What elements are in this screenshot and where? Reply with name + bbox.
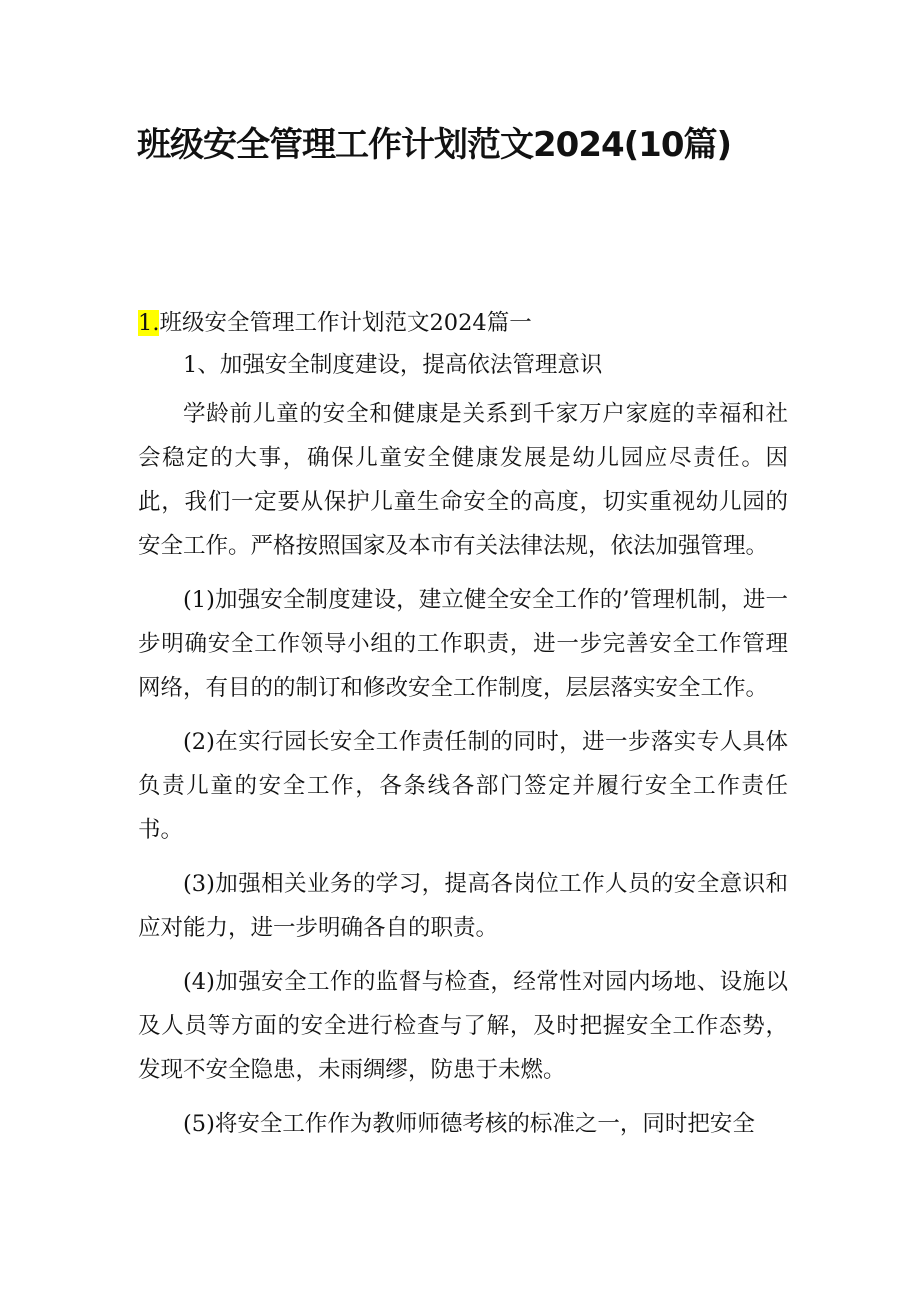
paragraph: (1)加强安全制度建设，建立健全安全工作的’管理机制，进一步明确安全工作领导小组的工作职责，进一步完善安全工作管理网络，有目的的制订和修改安全工作制度，层层落实安全工作。 <box>138 587 788 701</box>
paragraph: (3)加强相关业务的学习，提高各岗位工作人员的安全意识和应对能力，进一步明确各自的职责。 <box>138 871 788 941</box>
section-heading <box>138 306 788 340</box>
paragraph: 学龄前儿童的安全和健康是关系到千家万户家庭的幸福和社会稳定的大事，确保儿童安全健康发展是幼儿园应尽责任。因此，我们一定要从保护儿童生命安全的高度，切实重视幼儿园的安全工作。严格按照国家及本市有关法律法规，依法加强管理。 <box>138 401 788 559</box>
paragraph: (4)加强安全工作的监督与检查，经常性对园内场地、设施以及人员等方面的安全进行检查与了解，及时把握安全工作态势，发现不安全隐患，未雨绸缪，防患于未燃。 <box>138 969 788 1083</box>
paragraph: (2)在实行园长安全工作责任制的同时，进一步落实专人具体负责儿童的安全工作，各条线各部门签定并履行安全工作责任书。 <box>138 729 788 843</box>
document-body <box>138 306 788 1146</box>
section-heading-text: 班级安全管理工作计划范文2024篇一 <box>159 310 532 336</box>
subheading: 1、加强安全制度建设，提高依法管理意识 <box>183 352 603 378</box>
section-number-highlight: 1. <box>138 310 160 336</box>
document-title: 班级安全管理工作计划范文2024(10篇) <box>137 125 732 165</box>
paragraph: (5)将安全工作作为教师师德考核的标准之一，同时把安全 <box>183 1111 755 1137</box>
